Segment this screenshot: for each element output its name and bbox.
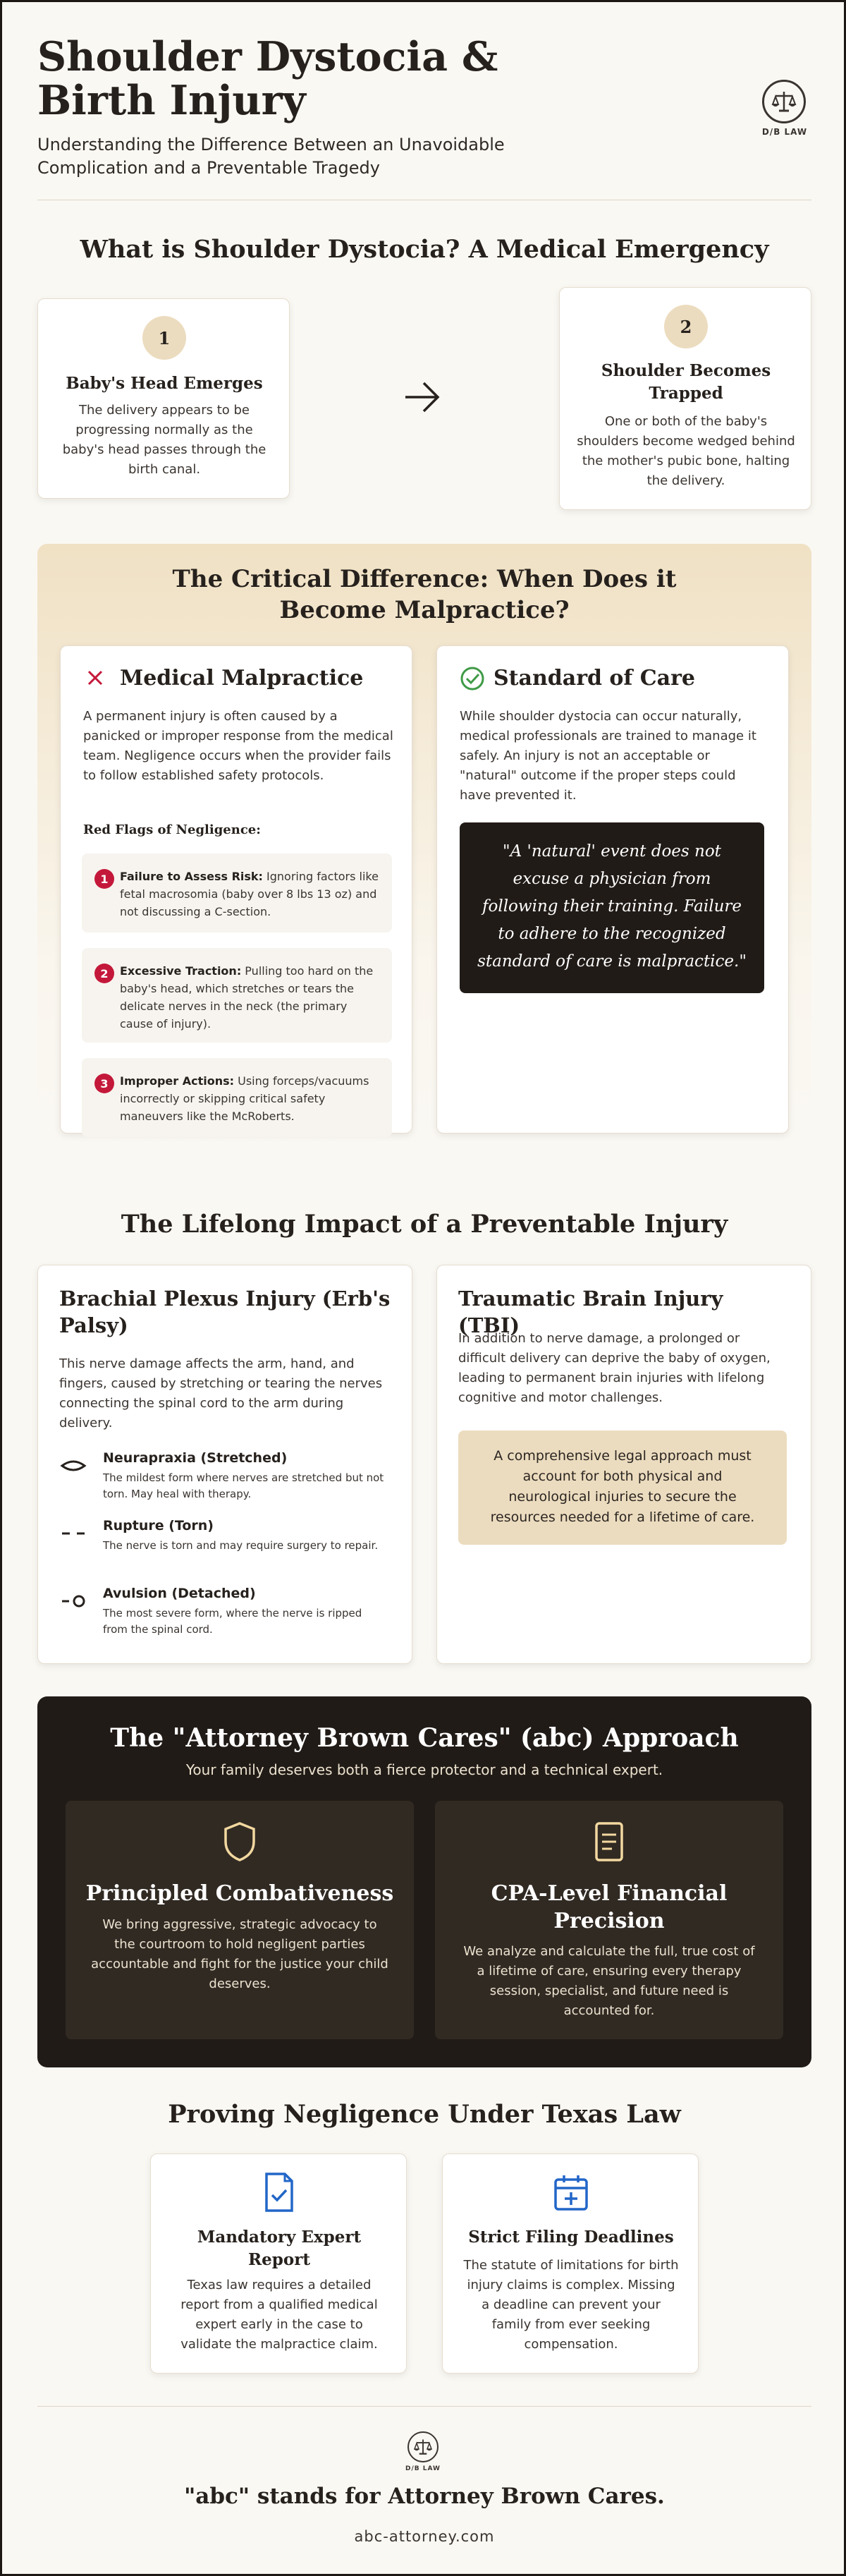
injury-type-desc: The mildest form where nerves are stretched but not torn. May heal with therapy. — [103, 1471, 384, 1500]
step-title: Shoulder Becomes Trapped — [601, 361, 771, 403]
check-circle-icon — [460, 666, 485, 691]
tbi-card — [436, 1265, 811, 1664]
section-title-what-is: What is Shoulder Dystocia? A Medical Emergency — [80, 235, 769, 264]
tbi-title: Traumatic Brain Injury (TBI) — [458, 1287, 723, 1337]
stretched-nerve-icon — [59, 1457, 87, 1474]
divider — [37, 2406, 811, 2407]
brachial-title: Brachial Plexus Injury (Erb's Palsy) — [59, 1287, 391, 1337]
injury-type-name: Neurapraxia (Stretched) — [103, 1450, 288, 1466]
torn-nerve-icon — [59, 1525, 87, 1542]
page-subtitle: Understanding the Difference Between an Unavoidable Complication and a Preventable Tragedy — [37, 135, 505, 178]
flag-label: Excessive Traction: — [120, 964, 242, 978]
section-title-impact: The Lifelong Impact of a Preventable Injury — [121, 1210, 728, 1239]
footer-url-link[interactable]: abc-attorney.com — [354, 2528, 495, 2545]
proving-card-title: Mandatory Expert Report — [197, 2228, 362, 2269]
step-number: 2 — [664, 305, 708, 348]
approach-card-text: We analyze and calculate the full, true cost of a lifetime of care, ensuring every therapy session, specialist, and future need is accounted for. — [463, 1944, 755, 2018]
malpractice-text: A permanent injury is often caused by a panicked or improper response from the medical team. Negligence occurs when the provider fails to follow established safety protocols. — [83, 709, 393, 783]
section-title-proving: Proving Negligence Under Texas Law — [168, 2100, 681, 2129]
flag-number: 3 — [94, 1074, 114, 1093]
proving-card-expert-report — [150, 2153, 407, 2374]
logo-text: D/B LAW — [761, 127, 808, 137]
proving-card-title: Strict Filing Deadlines — [468, 2228, 674, 2247]
injury-type-item — [59, 1518, 384, 1574]
brachial-plexus-card — [37, 1265, 412, 1664]
step-text: One or both of the baby's shoulders become wedged behind the mother's pubic bone, halting the delivery. — [577, 414, 795, 488]
approach-card-financial — [435, 1801, 783, 2039]
red-flag-item — [82, 948, 392, 1043]
red-flag-item — [82, 853, 392, 932]
brachial-text: This nerve damage affects the arm, hand, and fingers, caused by stretching or tearing the nerves connecting the spinal cord to the arm during delivery. — [59, 1356, 383, 1430]
tbi-text: In addition to nerve damage, a prolonged or difficult delivery can deprive the baby of oxygen, leading to permanent brain injuries with lifelong cognitive and motor challenges. — [458, 1331, 771, 1405]
injury-type-item — [59, 1586, 384, 1642]
section-title-critical: The Critical Difference: When Does it Become Malpractice? — [172, 565, 677, 624]
approach-card-combativeness — [66, 1801, 414, 2039]
x-mark-icon — [85, 667, 106, 688]
step-number: 1 — [142, 316, 186, 360]
footer-tagline: "abc" stands for Attorney Brown Cares. — [184, 2484, 665, 2509]
injury-type-name: Rupture (Torn) — [103, 1518, 214, 1533]
flag-number: 1 — [94, 869, 114, 889]
flag-number: 2 — [94, 964, 114, 983]
injury-type-name: Avulsion (Detached) — [103, 1586, 256, 1601]
proving-card-deadlines — [442, 2153, 699, 2374]
flag-label: Improper Actions: — [120, 1074, 235, 1088]
page-title: Shoulder Dystocia & Birth Injury — [37, 33, 498, 124]
standard-text: While shoulder dystocia can occur naturally, medical professionals are trained to manage it safely. An injury is not an acceptable or "natural" outcome if the proper steps could have prevented it. — [460, 709, 756, 803]
document-check-icon — [262, 2171, 296, 2213]
injury-type-item — [59, 1450, 384, 1507]
standard-of-care-card — [436, 645, 789, 1134]
approach-section — [37, 1696, 811, 2067]
approach-card-title: Principled Combativeness — [85, 1881, 394, 1906]
scales-logo-icon — [407, 2431, 439, 2462]
approach-card-title: CPA-Level Financial Precision — [491, 1881, 728, 1933]
injury-type-desc: The most severe form, where the nerve is ripped from the spinal cord. — [103, 1607, 362, 1636]
injury-type-desc: The nerve is torn and may require surgery to repair. — [103, 1539, 379, 1552]
scales-logo-icon — [762, 80, 806, 123]
critical-difference-section — [37, 544, 811, 1152]
tbi-callout: A comprehensive legal approach must account for both physical and neurological injuries to secure the resources needed for a lifetime of care. — [458, 1430, 787, 1545]
calendar-plus-icon — [553, 2173, 589, 2212]
step-card-2 — [559, 287, 811, 510]
proving-card-text: Texas law requires a detailed report from a qualified medical expert early in the case to validate the malpractice claim. — [180, 2278, 378, 2352]
step-text: The delivery appears to be progressing normally as the baby's head passes through the birth canal. — [62, 403, 266, 477]
proving-card-text: The statute of limitations for birth injury claims is complex. Missing a deadline can prevent your family from ever seeking compensation. — [463, 2258, 679, 2352]
arrow-right-icon — [403, 379, 442, 415]
approach-subtitle: Your family deserves both a fierce protector and a technical expert. — [185, 1761, 663, 1778]
shield-icon — [221, 1821, 258, 1863]
red-flag-item — [82, 1058, 392, 1137]
standard-quote: "A 'natural' event does not excuse a physician from following their training. Failure to adhere to the recognized standard of care is malpractice." — [460, 822, 764, 993]
approach-card-text: We bring aggressive, strategic advocacy to the courtroom to hold negligent parties accountable and fight for the justice your child deserves. — [91, 1917, 388, 1991]
page — [2, 2, 844, 2574]
flag-text: Ignoring factors like fetal macrosomia (baby over 8 lbs 13 oz) and not discussing a C-section. — [120, 870, 379, 918]
detached-nerve-icon — [59, 1593, 87, 1610]
flag-text: Using forceps/vacuums incorrectly or skipping critical safety maneuvers like the McRoberts. — [120, 1074, 369, 1123]
flag-label: Failure to Assess Risk: — [120, 870, 263, 883]
malpractice-card — [60, 645, 412, 1134]
document-icon — [591, 1821, 627, 1863]
red-flags-heading: Red Flags of Negligence: — [83, 822, 261, 837]
step-title: Baby's Head Emerges — [66, 374, 263, 393]
step-card-1 — [37, 298, 290, 499]
footer-logo-text: D/B LAW — [405, 2465, 441, 2472]
malpractice-title: Medical Malpractice — [120, 666, 364, 691]
standard-title: Standard of Care — [494, 666, 695, 691]
flag-text: Pulling too hard on the baby's head, which stretches or tears the delicate nerves in the neck (the primary cause of injury). — [120, 964, 374, 1031]
approach-title: The "Attorney Brown Cares" (abc) Approach — [110, 1723, 739, 1753]
